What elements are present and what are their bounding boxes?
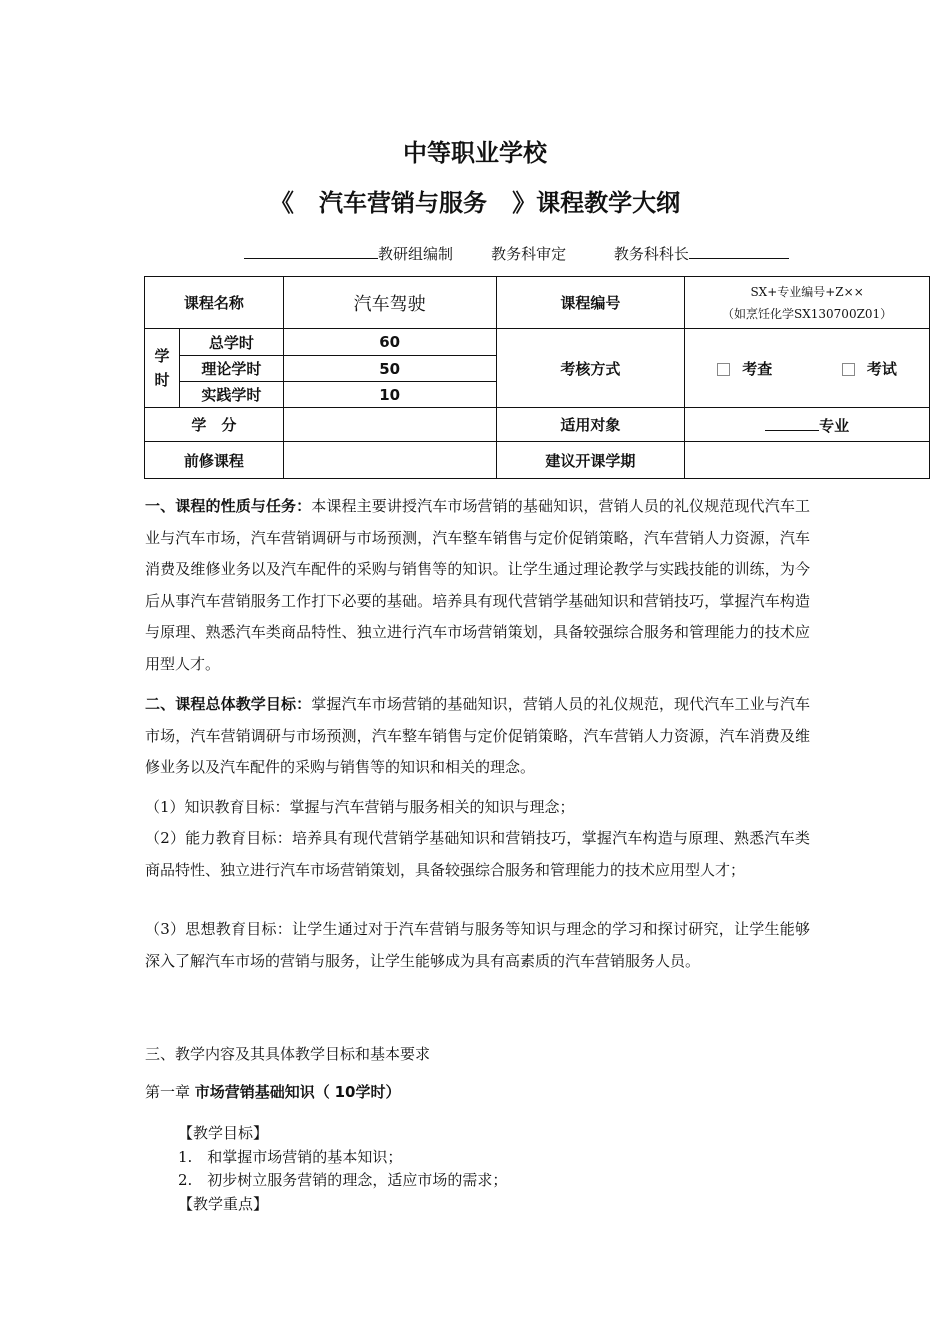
target-value: 专业 [819, 416, 850, 435]
credits-value [283, 408, 496, 442]
section-2 [145, 689, 810, 784]
semester-value [685, 442, 930, 479]
chapter-1-hours: 10学时） [334, 1083, 401, 1101]
practice-hours-value: 10 [283, 382, 496, 408]
practice-hours-label: 实践学时 [179, 382, 283, 408]
course-code-value [685, 277, 930, 329]
prereq-label: 前修课程 [145, 442, 284, 479]
assessment-label: 考核方式 [496, 329, 685, 408]
teaching-key-label: 【教学重点】 [178, 1194, 269, 1213]
section-1-body: 本课程主要讲授汽车市场营销的基础知识，营销人员的礼仪规范现代汽车工业与汽车市场，汽车营销调研与市场预测，汽车整车销售与定价促销策略，汽车营销人力资源，汽车消费及维修业务以及汽车配件的采购与销售等的知识。让学生通过理论教学与实践技能的训练，为今后从事汽车营销服务工作打下必要的基础。培养具有现代营销学基础知识和营销技巧，掌握汽车构造与原理、熟悉汽车类商品特性、独立进行汽车市场营销策划，具备较强综合服务和管理能力的技术应用型人才。 [145, 497, 810, 673]
course-code-line1: SX+专业编号+Z×× [750, 284, 864, 299]
course-name-label: 课程名称 [145, 277, 284, 329]
course-title-name: 汽车营销与服务 [319, 189, 487, 217]
course-code-line2: （如烹饪化学SX130700Z01） [722, 306, 893, 321]
list-item: 2. 初步树立服务营销的理念，适应市场的需求； [178, 1171, 508, 1189]
course-name-value: 汽车驾驶 [283, 277, 496, 329]
chapter-1-title: 市场营销基础知识（ [194, 1083, 330, 1101]
assessment-options [685, 329, 930, 408]
goal-1: （1）知识教育目标：掌握与汽车营销与服务相关的知识与理念； [145, 798, 575, 816]
course-title-prefix: 《 [269, 189, 294, 217]
assessment-option1: 考查 [742, 359, 773, 378]
head-label: 教务科科长 [613, 245, 689, 263]
group-label: 教研组编制 [378, 245, 454, 263]
list-item: 1. 和掌握市场营销的基本知识； [178, 1147, 403, 1166]
target-blank [765, 414, 819, 431]
hours-group-label: 学时 [145, 329, 180, 408]
credits-label: 学 分 [145, 408, 284, 442]
checkbox-exam-test[interactable] [842, 363, 855, 376]
total-hours-label: 总学时 [179, 329, 283, 356]
head-blank [689, 242, 789, 259]
section-2-body: 掌握汽车市场营销的基础知识，营销人员的礼仪规范，现代汽车工业与汽车市场，汽车营销调研与市场预测，汽车整车销售与定价促销策略，汽车营销人力资源，汽车消费及维修业务以及汽车配件的采购与销售等的知识和相关的理念。 [145, 695, 810, 776]
theory-hours-value: 50 [283, 356, 496, 382]
signature-line [244, 242, 789, 264]
section-3-heading: 三、教学内容及其具体教学目标和基本要求 [145, 1045, 431, 1063]
review-label: 教务科审定 [491, 245, 567, 263]
teaching-goals [178, 1122, 507, 1216]
semester-label: 建议开课学期 [496, 442, 685, 479]
goal-2: （2）能力教育目标：培养具有现代营销学基础知识和营销技巧，掌握汽车构造与原理、熟悉汽车类商品特性、独立进行汽车市场营销策划，具备较强综合服务和管理能力的技术应用型人才； [145, 829, 810, 879]
course-info-table [144, 276, 930, 479]
group-blank [244, 242, 378, 259]
target-value-cell [685, 408, 930, 442]
section-1 [145, 491, 810, 680]
chapter-1-label: 第一章 [145, 1083, 191, 1101]
course-title [0, 183, 950, 218]
goal-3: （3）思想教育目标：让学生通过对于汽车营销与服务等知识与理念的学习和探讨研究，让学生能够深入了解汽车市场的营销与服务，让学生能够成为具有高素质的汽车营销服务人员。 [145, 920, 810, 970]
section-2-heading: 二、课程总体教学目标： [145, 695, 312, 713]
teaching-goal-label: 【教学目标】 [178, 1124, 269, 1142]
target-label: 适用对象 [496, 408, 685, 442]
checkbox-exam-check[interactable] [717, 363, 730, 376]
school-title: 中等职业学校 [403, 139, 547, 167]
course-title-suffix: 》课程教学大纲 [512, 189, 681, 217]
total-hours-value: 60 [283, 329, 496, 356]
section-1-heading: 一、课程的性质与任务： [145, 497, 312, 515]
prereq-value [283, 442, 496, 479]
course-code-label: 课程编号 [496, 277, 685, 329]
assessment-option2: 考试 [866, 359, 897, 378]
theory-hours-label: 理论学时 [179, 356, 283, 382]
chapter-1-heading [145, 1081, 400, 1102]
